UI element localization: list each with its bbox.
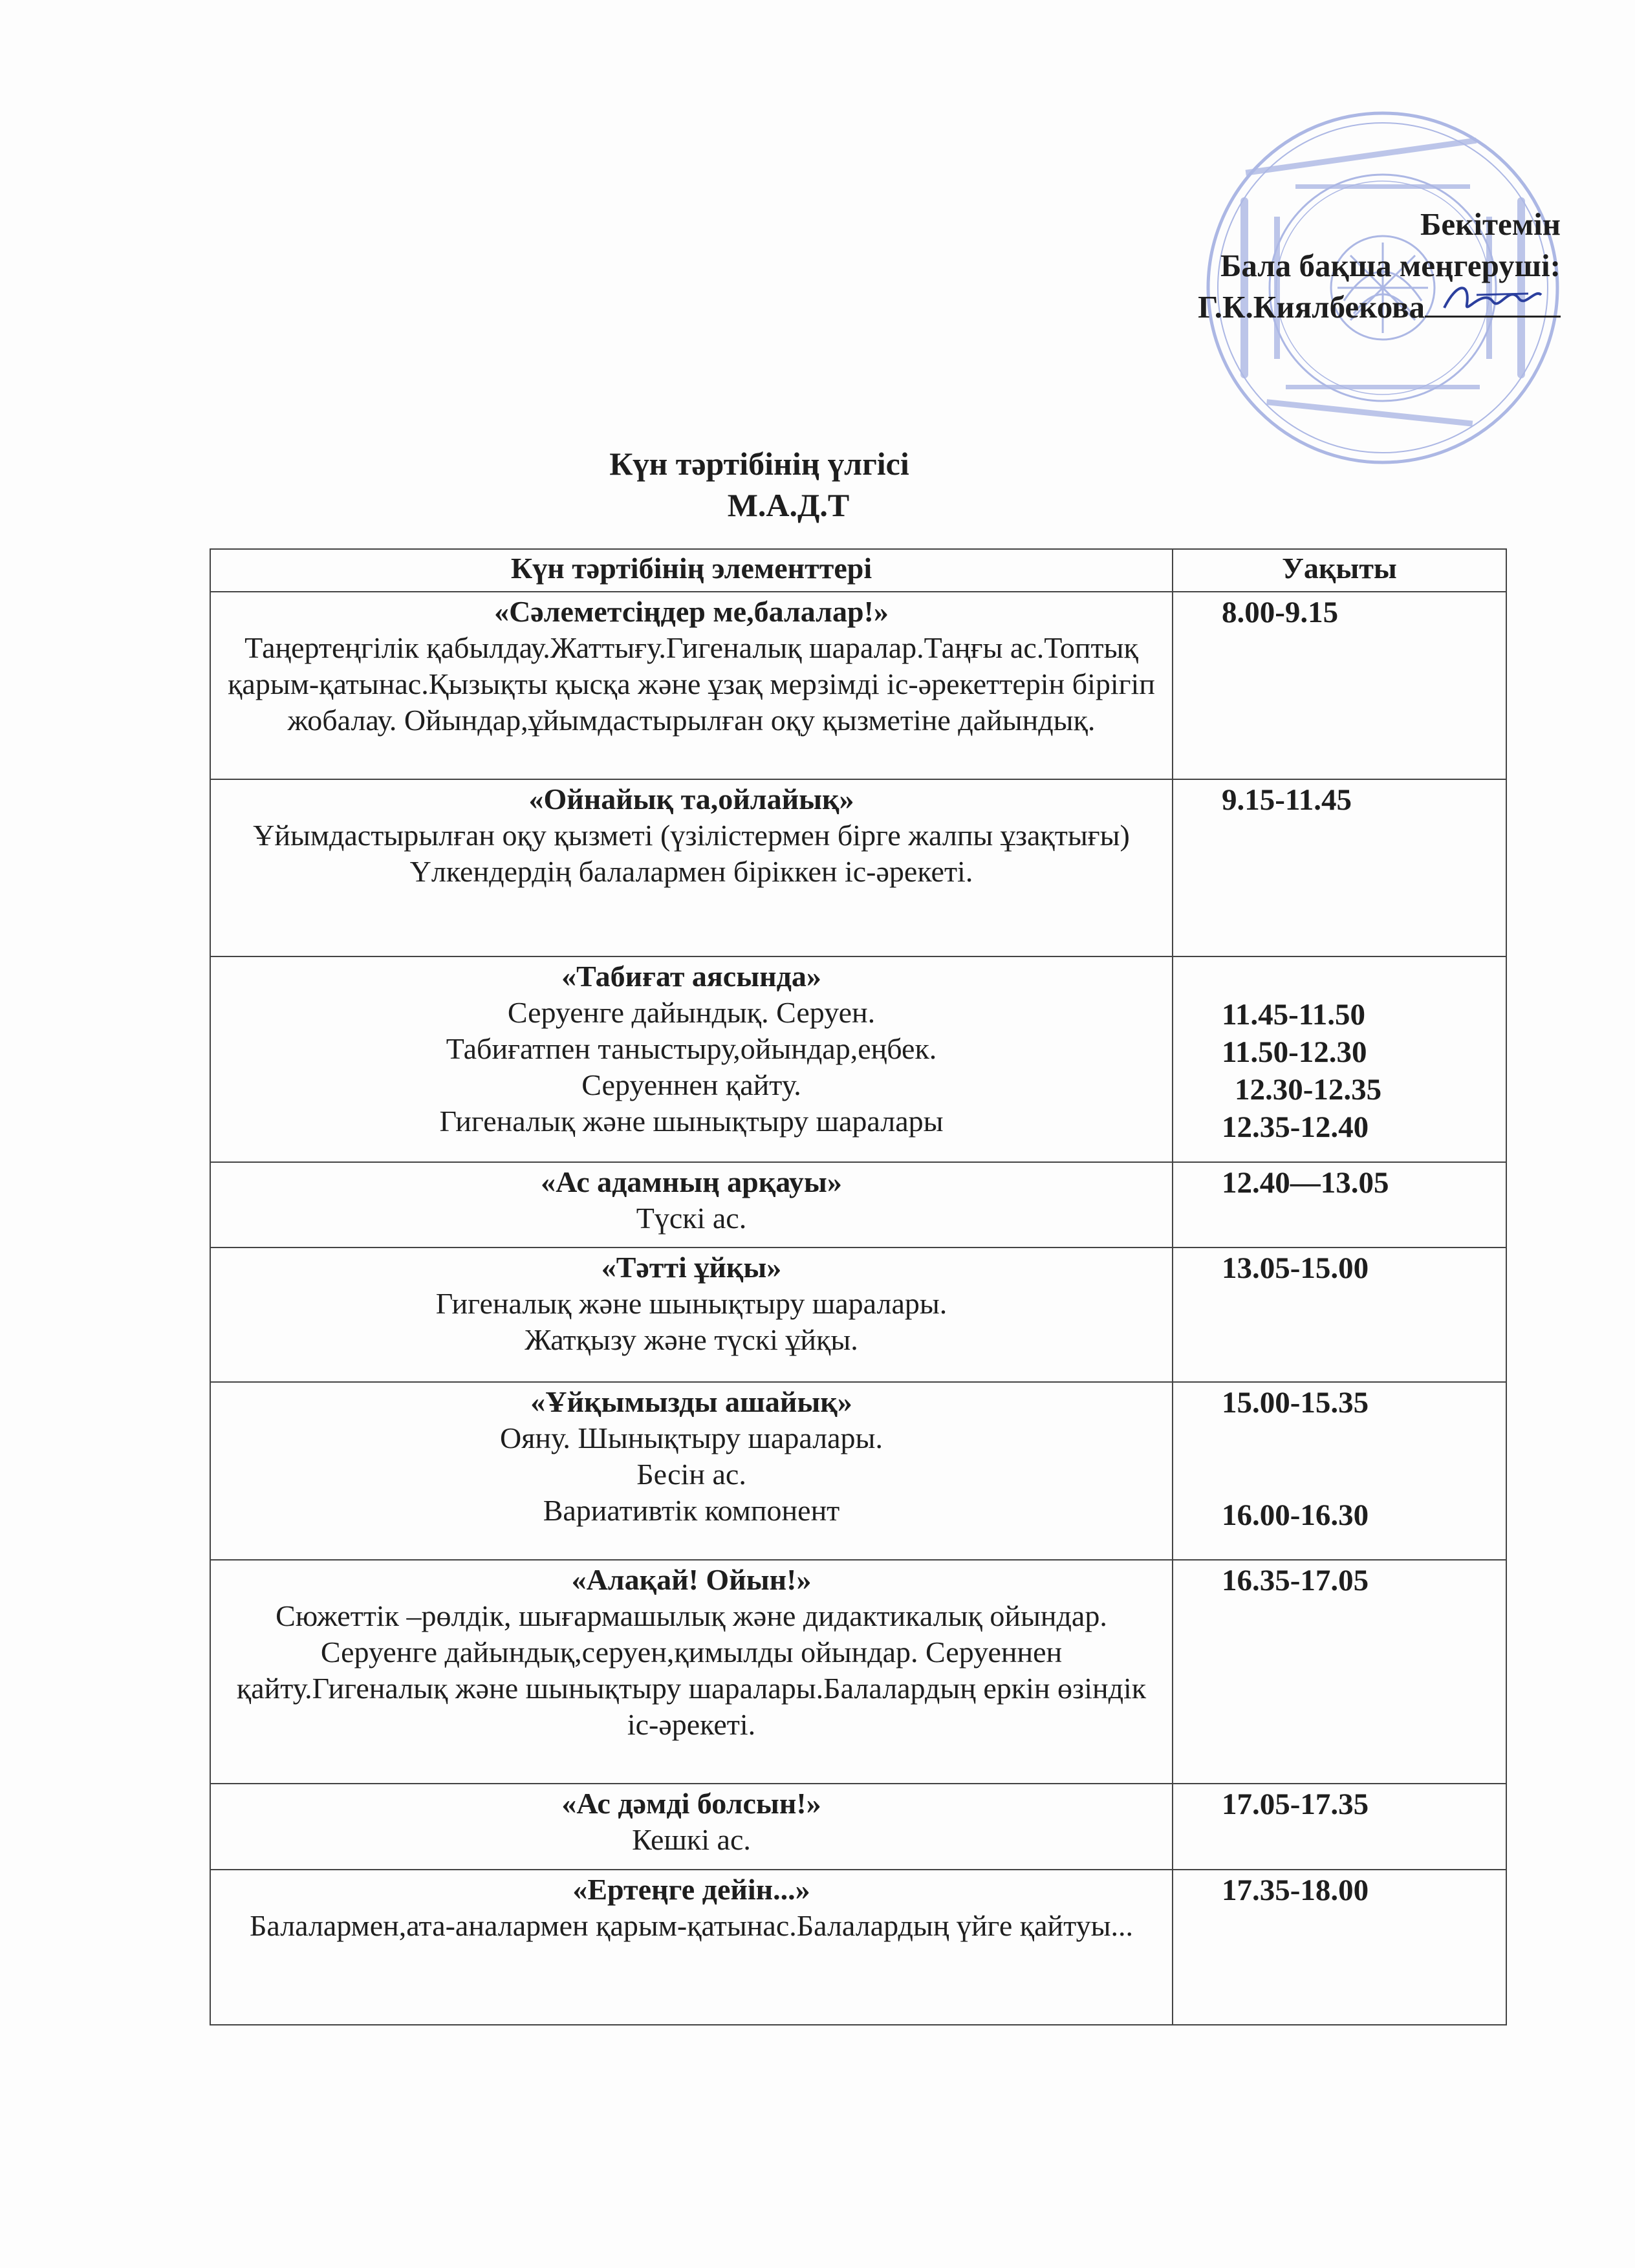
time-cell (1173, 956, 1506, 1162)
activity-name: «Ас дәмді болсын!» (561, 1787, 821, 1820)
activity-line: Жатқызу және түскі ұйқы. (525, 1323, 858, 1356)
activity-line: Серуеннен қайту. (581, 1068, 801, 1101)
document-title: Күн тәртібінің үлгісі (609, 446, 909, 482)
activity-line: Түскі ас. (636, 1202, 747, 1235)
table-header-row (210, 549, 1506, 592)
approve-word: Бекітемін (1420, 206, 1561, 242)
time-value: 16.00-16.30 (1222, 1498, 1369, 1532)
activity-name: «Табиғат аясында» (561, 960, 821, 993)
signature (1438, 275, 1548, 321)
time-value: 9.15-11.45 (1222, 783, 1352, 817)
activity-cell (210, 1382, 1173, 1560)
activity-line: Кешкі ас. (632, 1823, 751, 1856)
approver-position: Бала бақша меңгеруші: (1220, 248, 1561, 283)
activity-cell (210, 1870, 1173, 2025)
table-row (210, 1784, 1506, 1870)
time-value: 16.35-17.05 (1222, 1564, 1369, 1597)
time-cell (1173, 1560, 1506, 1784)
table-row (210, 592, 1506, 779)
time-value: 15.00-15.35 (1222, 1386, 1369, 1420)
header-elements: Күн тәртібінің элементтері (210, 549, 1173, 592)
time-value: 17.35-18.00 (1222, 1874, 1369, 1907)
activity-name: «Ертеңге дейін...» (572, 1873, 810, 1906)
activity-name: «Ас адамның арқауы» (541, 1165, 842, 1198)
activity-name: «Тәтті ұйқы» (601, 1251, 782, 1284)
activity-line: Бесін ас. (636, 1458, 746, 1491)
time-value: 17.05-17.35 (1222, 1787, 1369, 1821)
time-cell (1173, 592, 1506, 779)
table-row (210, 1560, 1506, 1784)
time-spacer (1222, 958, 1506, 996)
approver-name-line (1198, 286, 1561, 328)
activity-description: Ұйымдастырылған оқу қызметі (үзілістермен бірге жалпы ұзақтығы) Үлкендердің балалармен біріккен іс-әрекеті. (253, 819, 1130, 888)
activity-cell (210, 779, 1173, 956)
header-time: Уақыты (1173, 549, 1506, 592)
activity-cell (210, 1784, 1173, 1870)
time-cell (1173, 1382, 1506, 1560)
activity-cell (210, 1247, 1173, 1382)
activity-line: Ояну. Шынықтыру шаралары. (500, 1421, 883, 1454)
table-row (210, 1870, 1506, 2025)
activity-line: Табиғатпен таныстыру,ойындар,еңбек. (446, 1032, 937, 1065)
time-value: 8.00-9.15 (1222, 596, 1339, 629)
activity-name: «Алақай! Ойын!» (571, 1563, 812, 1596)
time-value: 12.40—13.05 (1222, 1166, 1389, 1200)
table-row (210, 1162, 1506, 1247)
activity-line: Гигеналық және шынықтыру шаралары (439, 1105, 944, 1138)
activity-cell (210, 1560, 1173, 1784)
time-cell (1173, 1870, 1506, 2025)
time-value: 12.30-12.35 (1235, 1073, 1382, 1107)
table-row (210, 1382, 1506, 1560)
table-row (210, 779, 1506, 956)
time-spacer (1222, 1421, 1506, 1496)
approval-block (1198, 204, 1561, 328)
activity-cell (210, 956, 1173, 1162)
activity-name: «Ұйқымызды ашайық» (530, 1385, 852, 1418)
time-value: 11.45-11.50 (1222, 998, 1365, 1031)
activity-cell (210, 592, 1173, 779)
activity-name: «Сәлеметсіңдер ме,балалар!» (494, 595, 889, 628)
document-subtitle: М.А.Д.Т (727, 487, 850, 523)
activity-cell (210, 1162, 1173, 1247)
activity-description: Таңертеңгілік қабылдау.Жаттығу.Гигеналық шаралар.Таңғы ас.Топтық қарым-қатынас.Қызықты қысқа және ұзақ мерзімді іс-әрекеттерін бірігіп жобалау. Ойындар,ұйымдастырылған оқу қызметіне дайындық. (228, 631, 1155, 737)
schedule-table (210, 548, 1507, 2025)
activity-description: Сюжеттік –рөлдік, шығармашылық және дидактикалық ойындар. Серуенге дайындық,серуен,қимылды ойындар. Серуеннен қайту.Гигеналық және шынықтыру шаралары.Балалардың еркін өзіндік іс-әрекеті. (236, 1599, 1147, 1741)
time-value: 11.50-12.30 (1222, 1035, 1367, 1069)
table-row (210, 1247, 1506, 1382)
activity-description: Балалармен,ата-аналармен қарым-қатынас.Балалардың үйге қайтуы... (249, 1909, 1134, 1942)
activity-line: Гигеналық және шынықтыру шаралары. (435, 1287, 947, 1320)
table-row (210, 956, 1506, 1162)
time-cell (1173, 779, 1506, 956)
time-cell (1173, 1784, 1506, 1870)
activity-line: Вариативтік компонент (543, 1494, 840, 1527)
time-cell (1173, 1247, 1506, 1382)
activity-name: «Ойнайық та,ойлайық» (528, 783, 854, 815)
activity-line: Серуенге дайындық. Серуен. (507, 996, 876, 1029)
time-value: 12.35-12.40 (1222, 1110, 1369, 1144)
time-value: 13.05-15.00 (1222, 1251, 1369, 1285)
time-cell (1173, 1162, 1506, 1247)
signature-line (1425, 290, 1561, 318)
approver-name: Г.К.Киялбекова (1198, 289, 1425, 325)
